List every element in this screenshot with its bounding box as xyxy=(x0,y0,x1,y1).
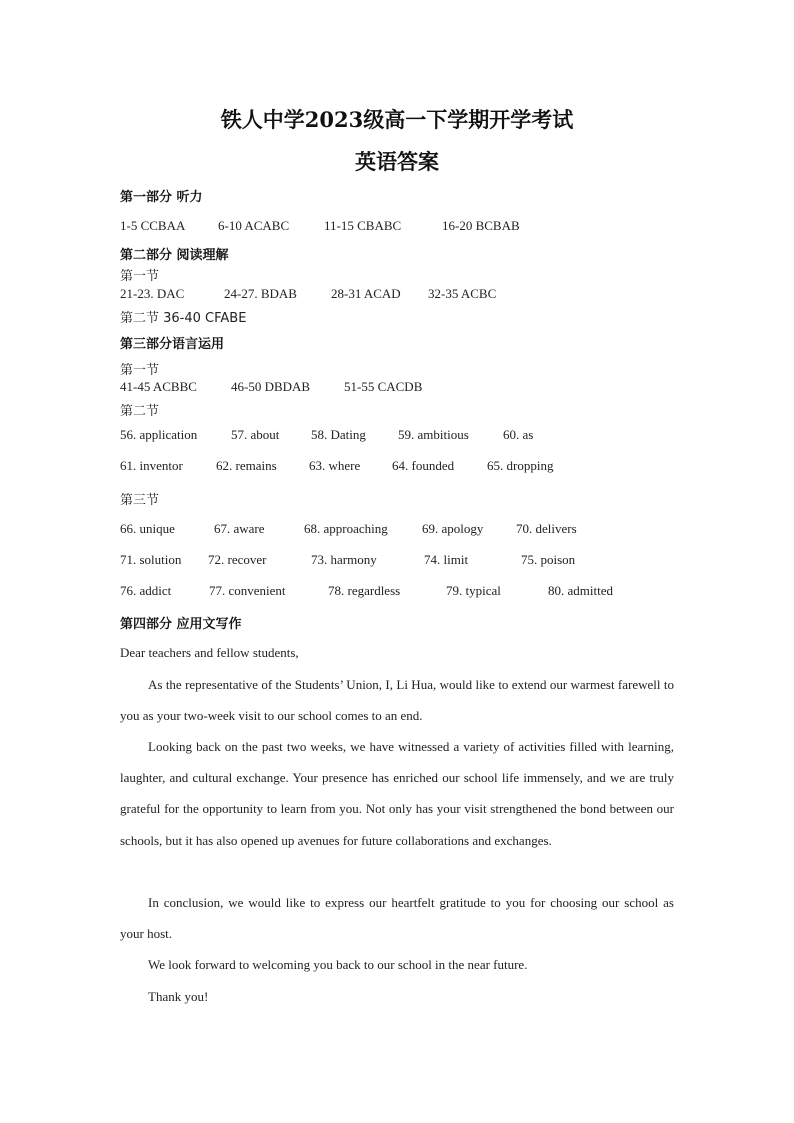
letter-paragraph: We look forward to welcoming you back to our school in the near future. xyxy=(148,957,528,972)
part4-heading: 第四部分 应用文写作 xyxy=(120,617,242,632)
answer-item: 63. where xyxy=(309,458,361,473)
answer-item: 66. unique xyxy=(120,521,175,536)
answer-item: 64. founded xyxy=(392,458,455,473)
part1-heading: 第一部分 听力 xyxy=(120,190,203,205)
answer-group: 21-23. DAC xyxy=(120,286,185,301)
answer-item: 59. ambitious xyxy=(398,427,469,442)
answer-item: 72. recover xyxy=(208,552,267,567)
part3-heading: 第三部分语言运用 xyxy=(120,337,225,352)
letter-paragraph: As the representative of the Students’ Union, I, Li Hua, would like to extend our warmest farewell to you as your two-week visit to our school comes to an end. xyxy=(120,677,674,724)
section-answer-line: 第二节 36-40 CFABE xyxy=(120,311,247,326)
answer-item: 61. inventor xyxy=(120,458,183,473)
answer-group: 32-35 ACBC xyxy=(428,286,497,301)
answer-item: 79. typical xyxy=(446,583,501,598)
answer-item: 56. application xyxy=(120,427,198,442)
answer-group: 1-5 CCBAA xyxy=(120,218,186,233)
answer-item: 69. apology xyxy=(422,521,484,536)
answer-group: 28-31 ACAD xyxy=(331,286,401,301)
answer-item: 57. about xyxy=(231,427,280,442)
answer-item: 76. addict xyxy=(120,583,172,598)
answer-item: 78. regardless xyxy=(328,583,401,598)
section-label: 第三节 xyxy=(120,493,160,508)
letter-greeting: Dear teachers and fellow students, xyxy=(120,645,299,660)
answer-group: 41-45 ACBBC xyxy=(120,379,197,394)
letter-paragraph: In conclusion, we would like to express our heartfelt gratitude to you for choosing our school as your host. xyxy=(120,895,674,942)
answer-item: 60. as xyxy=(503,427,534,442)
letter-paragraph: Looking back on the past two weeks, we have witnessed a variety of activities filled with learning, laughter, and cultural exchange. Your presence has enriched our school life immensely, and we are truly grateful for the opportunity to learn from you. Not only has your visit strengthened the bond between our schools, but it has also opened up avenues for future collaborations and exchanges. xyxy=(120,739,674,848)
answer-group: 24-27. BDAB xyxy=(224,286,297,301)
answer-group: 16-20 BCBAB xyxy=(442,218,520,233)
answer-item: 62. remains xyxy=(216,458,277,473)
section-label: 第一节 xyxy=(120,363,160,378)
page-subtitle: 英语答案 xyxy=(355,149,439,174)
answer-item: 73. harmony xyxy=(311,552,377,567)
answer-item: 58. Dating xyxy=(311,427,366,442)
section-label: 第一节 xyxy=(120,269,160,284)
answer-item: 74. limit xyxy=(424,552,469,567)
answer-item: 67. aware xyxy=(214,521,265,536)
answer-item: 65. dropping xyxy=(487,458,554,473)
letter-closing: Thank you! xyxy=(148,989,209,1004)
section-label: 第二节 xyxy=(120,404,160,419)
answer-group: 6-10 ACABC xyxy=(218,218,290,233)
answer-item: 68. approaching xyxy=(304,521,388,536)
part2-heading: 第二部分 阅读理解 xyxy=(120,248,229,263)
answer-item: 77. convenient xyxy=(209,583,286,598)
answer-group: 46-50 DBDAB xyxy=(231,379,311,394)
answer-group: 11-15 CBABC xyxy=(324,218,402,233)
page-title: 铁人中学2023级高一下学期开学考试 xyxy=(220,107,574,132)
answer-item: 71. solution xyxy=(120,552,182,567)
answer-item: 70. delivers xyxy=(516,521,577,536)
answer-group: 51-55 CACDB xyxy=(344,379,423,394)
answer-item: 80. admitted xyxy=(548,583,613,598)
answer-item: 75. poison xyxy=(521,552,576,567)
